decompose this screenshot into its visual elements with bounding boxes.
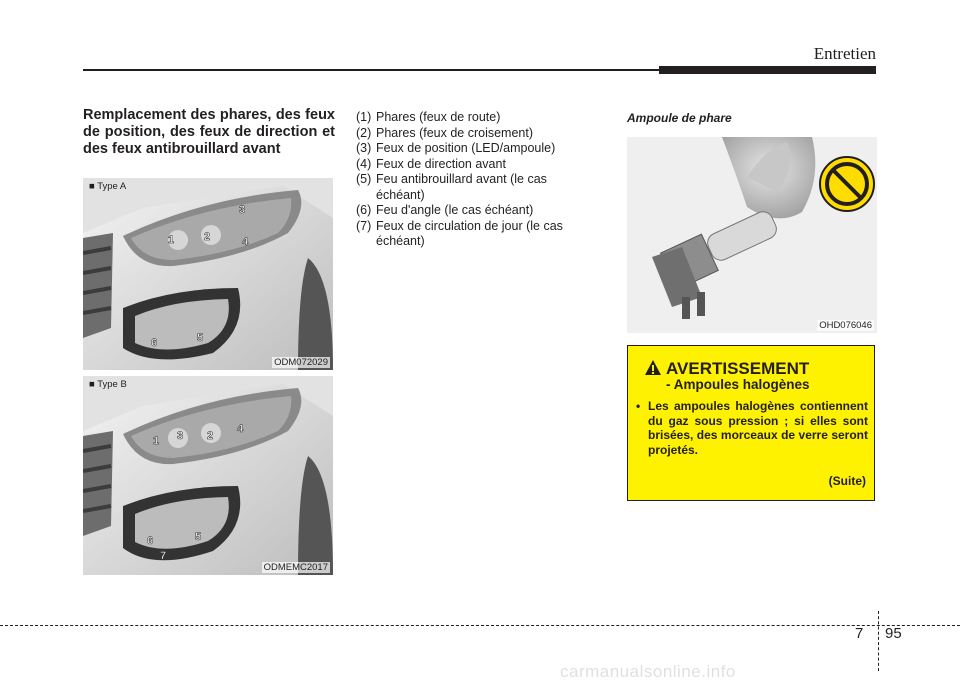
bulb-section-title: Ampoule de phare bbox=[627, 111, 732, 125]
halogen-bulb-illustration bbox=[627, 137, 877, 333]
legend-text: Feux de position (LED/ampoule) bbox=[376, 141, 556, 155]
warning-box bbox=[627, 345, 875, 501]
callout-7: 7 bbox=[160, 550, 167, 562]
figure-code-b: ODMEMC2017 bbox=[263, 562, 328, 573]
legend-text: Feu d'angle (le cas échéant) bbox=[376, 203, 534, 217]
warning-body bbox=[636, 399, 868, 457]
legend-item bbox=[356, 110, 596, 126]
callout-5: 5 bbox=[197, 332, 204, 344]
watermark-text: carmanualsonline.info bbox=[560, 662, 736, 681]
header-rule bbox=[83, 69, 661, 71]
legend-text: Phares (feux de croisement) bbox=[376, 125, 534, 140]
warning-title: AVERTISSEMENT bbox=[666, 359, 810, 378]
chapter-number: 7 bbox=[855, 625, 864, 642]
warning-text: Les ampoules halogènes contiennent du gaz sous pression ; si elles sont brisées, des morceaux de verre seront projetés. bbox=[648, 399, 868, 457]
callout-5: 5 bbox=[195, 531, 202, 543]
warning-subtitle: - Ampoules halogènes bbox=[666, 377, 810, 392]
warning-bullet bbox=[636, 399, 868, 457]
legend-number: (5) bbox=[356, 172, 372, 186]
callout-2: 2 bbox=[204, 231, 211, 243]
legend-item bbox=[356, 172, 596, 203]
headlamp-illustration-a bbox=[83, 178, 333, 370]
legend-number: (3) bbox=[356, 141, 372, 155]
warning-triangle-icon bbox=[644, 359, 662, 376]
callout-6: 6 bbox=[147, 535, 154, 547]
legend-text: Phares (feux de route) bbox=[376, 110, 501, 124]
callout-3: 3 bbox=[177, 430, 184, 442]
section-title: Remplacement des phares, des feux de position, des feux de direction et des feux antibrouillard avant bbox=[83, 107, 335, 157]
callout-4: 4 bbox=[242, 236, 249, 248]
legend-item bbox=[356, 126, 596, 142]
legend-text: Feu antibrouillard avant (le cas échéant) bbox=[376, 172, 547, 202]
header-bar bbox=[659, 66, 876, 74]
footer-rule bbox=[0, 625, 960, 626]
halogen-bulb-figure bbox=[627, 137, 877, 333]
footer-divider bbox=[878, 611, 879, 671]
callout-4: 4 bbox=[237, 423, 244, 435]
legend-number: (6) bbox=[356, 203, 372, 217]
legend-number: (7) bbox=[356, 218, 372, 233]
legend-item bbox=[356, 203, 596, 219]
type-a-label: ■ Type A bbox=[89, 181, 127, 192]
figure-code-bulb: OHD076046 bbox=[819, 320, 872, 331]
legend-text: Feux de circulation de jour (le cas échéant) bbox=[376, 218, 563, 248]
legend-number: (1) bbox=[356, 110, 372, 124]
warning-continued: (Suite) bbox=[828, 474, 866, 488]
callout-1: 1 bbox=[168, 234, 175, 246]
prohibited-icon bbox=[820, 157, 874, 211]
headlamp-figure-type-b bbox=[83, 376, 333, 575]
callout-2: 2 bbox=[207, 430, 214, 442]
legend-item bbox=[356, 157, 596, 173]
headlamp-figure-type-a bbox=[83, 178, 333, 370]
callout-6: 6 bbox=[151, 337, 158, 349]
legend-number: (4) bbox=[356, 156, 372, 171]
legend-item bbox=[356, 141, 596, 157]
page-number: 95 bbox=[885, 625, 902, 642]
chapter-header-title: Entretien bbox=[813, 44, 876, 63]
legend-item bbox=[356, 219, 596, 250]
headlamp-illustration-b bbox=[83, 376, 333, 575]
bullet-dot: • bbox=[636, 399, 641, 413]
legend-number: (2) bbox=[356, 125, 372, 140]
callout-1: 1 bbox=[153, 435, 160, 447]
component-legend bbox=[356, 110, 596, 250]
legend-text: Feux de direction avant bbox=[376, 156, 506, 171]
callout-3: 3 bbox=[239, 204, 246, 216]
figure-code-a: ODM072029 bbox=[274, 357, 328, 368]
type-b-label: ■ Type B bbox=[89, 379, 127, 390]
